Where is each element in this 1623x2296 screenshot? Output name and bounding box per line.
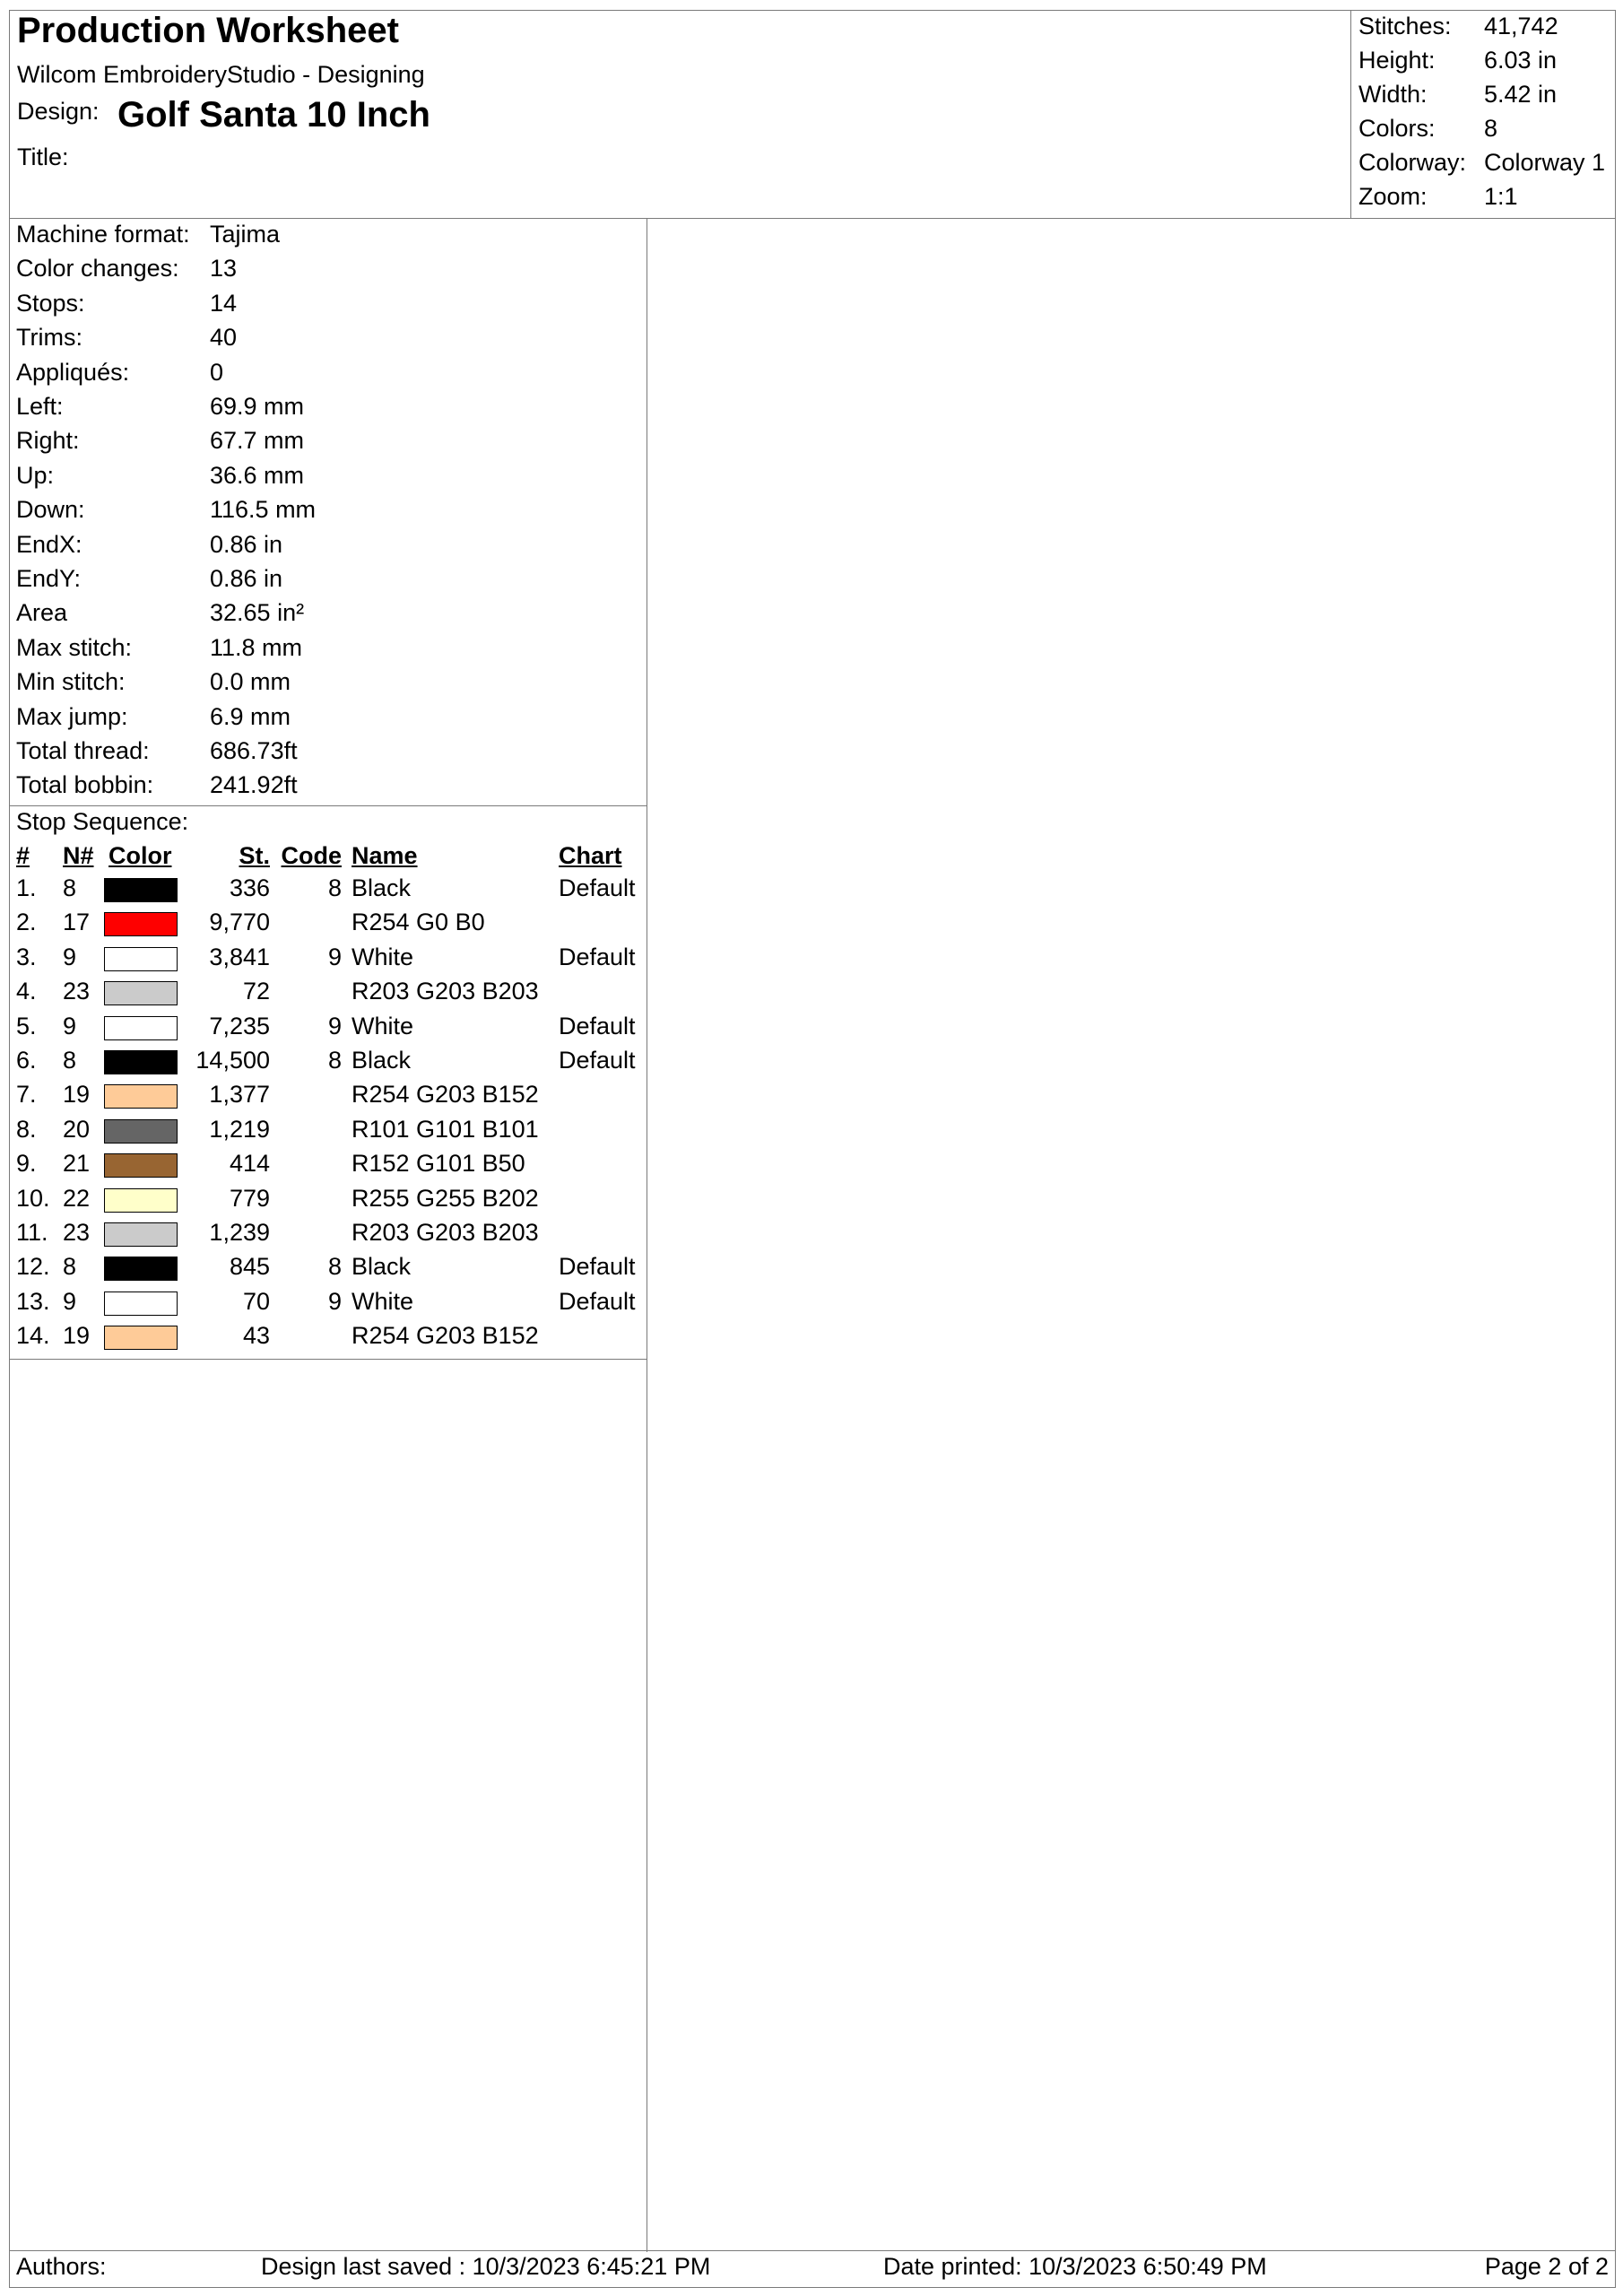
stop-sequence-title: Stop Sequence: bbox=[16, 808, 189, 835]
needle-number: 22 bbox=[63, 1184, 91, 1212]
date-printed: Date printed: 10/3/2023 6:50:49 PM bbox=[883, 2253, 1267, 2280]
column-header-name: Name bbox=[352, 842, 418, 869]
needle-number: 9 bbox=[63, 1287, 77, 1315]
needle-number: 23 bbox=[63, 978, 91, 1005]
color-chart: Default bbox=[559, 874, 636, 901]
needle-number: 9 bbox=[63, 1012, 77, 1039]
stop-number: 6. bbox=[16, 1047, 37, 1074]
stop-row bbox=[10, 1322, 647, 1356]
stitch-count: 1,239 bbox=[209, 1219, 270, 1246]
stat-label: Min stitch: bbox=[16, 668, 126, 696]
worksheet-footer bbox=[10, 2250, 1615, 2287]
color-name: R152 G101 B50 bbox=[352, 1150, 525, 1178]
color-chart: Default bbox=[559, 943, 636, 970]
stat-label: Area bbox=[16, 599, 68, 627]
stop-sequence bbox=[10, 806, 647, 1360]
design-summary: Stitches: 41,742 Height: 6.03 in Width: 5.42 in Colors: 8 Colorway: Colorway 1 Zoom: 1:1 bbox=[1350, 11, 1617, 219]
stat-label: Machine format: bbox=[16, 221, 190, 248]
color-name: White bbox=[352, 1012, 414, 1039]
stat-value: 40 bbox=[210, 324, 238, 352]
color-chart: Default bbox=[559, 1047, 636, 1074]
stop-number: 5. bbox=[16, 1012, 37, 1039]
design-last-saved: Design last saved : 10/3/2023 6:45:21 PM bbox=[261, 2253, 711, 2280]
authors-label: Authors: bbox=[16, 2253, 107, 2280]
needle-number: 17 bbox=[63, 909, 91, 936]
color-name: R255 G255 B202 bbox=[352, 1184, 539, 1212]
color-code: 8 bbox=[327, 874, 342, 901]
design-label: Design: bbox=[17, 98, 100, 125]
stat-label: Up: bbox=[16, 461, 55, 489]
stat-label: Left: bbox=[16, 393, 64, 420]
column-header-color: Color bbox=[108, 842, 172, 869]
color-name: Black bbox=[352, 1047, 412, 1074]
stop-row bbox=[10, 909, 647, 943]
stop-row bbox=[10, 1081, 647, 1115]
stitch-count: 845 bbox=[229, 1253, 270, 1281]
stop-number: 3. bbox=[16, 943, 37, 970]
stat-label: Stops: bbox=[16, 289, 85, 317]
design-name: Golf Santa 10 Inch bbox=[117, 95, 430, 135]
stitch-count: 72 bbox=[242, 978, 270, 1005]
stitch-count: 1,377 bbox=[209, 1081, 270, 1109]
color-swatch bbox=[104, 1050, 178, 1074]
worksheet-header bbox=[10, 11, 1615, 219]
needle-number: 19 bbox=[63, 1322, 91, 1350]
stat-value: 686.73ft bbox=[210, 737, 298, 764]
stop-number: 7. bbox=[16, 1081, 37, 1109]
stitch-count: 414 bbox=[229, 1150, 270, 1178]
stop-row bbox=[10, 944, 647, 978]
stat-label: Total thread: bbox=[16, 737, 150, 764]
stop-number: 4. bbox=[16, 978, 37, 1005]
color-name: R101 G101 B101 bbox=[352, 1115, 539, 1143]
stop-row bbox=[10, 1185, 647, 1219]
stat-value: 6.9 mm bbox=[210, 702, 291, 730]
color-name: White bbox=[352, 943, 414, 970]
stitch-count: 779 bbox=[229, 1184, 270, 1212]
stop-row bbox=[10, 1047, 647, 1081]
stop-number: 11. bbox=[16, 1219, 48, 1246]
color-code: 9 bbox=[327, 943, 342, 970]
needle-number: 20 bbox=[63, 1115, 91, 1143]
stat-label: Color changes: bbox=[16, 255, 179, 283]
stat-value: 116.5 mm bbox=[210, 496, 317, 524]
color-name: R203 G203 B203 bbox=[352, 1219, 539, 1246]
color-swatch bbox=[104, 947, 178, 971]
stat-value: 32.65 in² bbox=[210, 599, 305, 627]
stop-row bbox=[10, 1013, 647, 1047]
stitch-count: 70 bbox=[242, 1287, 270, 1315]
stop-number: 13. bbox=[16, 1287, 50, 1315]
stop-number: 9. bbox=[16, 1150, 37, 1178]
stop-row bbox=[10, 978, 647, 1012]
stop-number: 14. bbox=[16, 1322, 50, 1350]
color-chart: Default bbox=[559, 1012, 636, 1039]
stat-value: 36.6 mm bbox=[210, 461, 305, 489]
stitch-count: 336 bbox=[229, 874, 270, 901]
column-header-needle: N# bbox=[63, 842, 94, 869]
stat-label: Right: bbox=[16, 427, 80, 455]
stop-number: 2. bbox=[16, 909, 37, 936]
stat-label: Appliqués: bbox=[16, 358, 130, 386]
color-swatch bbox=[104, 912, 178, 936]
color-swatch bbox=[104, 1084, 178, 1109]
color-swatch bbox=[104, 1119, 178, 1144]
color-code: 8 bbox=[327, 1253, 342, 1281]
title-label: Title: bbox=[17, 144, 69, 170]
column-header-stitches: St. bbox=[239, 842, 270, 869]
color-name: R254 G203 B152 bbox=[352, 1322, 539, 1350]
color-swatch bbox=[104, 1153, 178, 1178]
stat-value: 0.86 in bbox=[210, 530, 283, 558]
color-name: Black bbox=[352, 1253, 412, 1281]
stat-label: Max stitch: bbox=[16, 633, 133, 661]
color-code: 8 bbox=[327, 1047, 342, 1074]
color-name: R254 G203 B152 bbox=[352, 1081, 539, 1109]
stat-value: 0 bbox=[210, 358, 224, 386]
needle-number: 19 bbox=[63, 1081, 91, 1109]
stat-value: 13 bbox=[210, 255, 238, 283]
stop-row bbox=[10, 874, 647, 909]
stop-number: 1. bbox=[16, 874, 37, 901]
color-name: R203 G203 B203 bbox=[352, 978, 539, 1005]
needle-number: 9 bbox=[63, 943, 77, 970]
page-number: Page 2 of 2 bbox=[1484, 2253, 1609, 2280]
stat-value: 241.92ft bbox=[210, 771, 298, 799]
stitch-count: 9,770 bbox=[209, 909, 270, 936]
stop-number: 12. bbox=[16, 1253, 50, 1281]
stitch-count: 43 bbox=[242, 1322, 270, 1350]
color-swatch bbox=[104, 1292, 178, 1316]
needle-number: 8 bbox=[63, 874, 77, 901]
stat-value: 69.9 mm bbox=[210, 393, 305, 420]
needle-number: 8 bbox=[63, 1047, 77, 1074]
application-name: Wilcom EmbroideryStudio - Designing bbox=[17, 61, 425, 88]
stat-label: Max jump: bbox=[16, 702, 128, 730]
color-chart: Default bbox=[559, 1253, 636, 1281]
stop-row bbox=[10, 1253, 647, 1287]
color-swatch bbox=[104, 878, 178, 902]
worksheet-title: Production Worksheet bbox=[17, 11, 399, 50]
stat-label: Down: bbox=[16, 496, 85, 524]
stat-label: EndX: bbox=[16, 530, 82, 558]
stop-row bbox=[10, 1219, 647, 1253]
stop-row bbox=[10, 1116, 647, 1150]
color-name: Black bbox=[352, 874, 412, 901]
stat-value: 11.8 mm bbox=[210, 633, 303, 661]
color-swatch bbox=[104, 1222, 178, 1247]
color-swatch bbox=[104, 981, 178, 1005]
color-chart: Default bbox=[559, 1287, 636, 1315]
stop-row bbox=[10, 1150, 647, 1184]
color-code: 9 bbox=[327, 1287, 342, 1315]
stat-label: Trims: bbox=[16, 324, 82, 352]
stitch-count: 3,841 bbox=[209, 943, 270, 970]
color-swatch bbox=[104, 1188, 178, 1213]
stat-value: 14 bbox=[210, 289, 238, 317]
color-swatch bbox=[104, 1016, 178, 1040]
column-header-code: Code bbox=[281, 842, 342, 869]
needle-number: 21 bbox=[63, 1150, 91, 1178]
color-code: 9 bbox=[327, 1012, 342, 1039]
details-column bbox=[10, 219, 647, 2252]
color-name: White bbox=[352, 1287, 414, 1315]
stat-label: EndY: bbox=[16, 565, 82, 592]
design-statistics bbox=[10, 219, 647, 806]
stitch-count: 7,235 bbox=[209, 1012, 270, 1039]
stitch-count: 1,219 bbox=[209, 1115, 270, 1143]
color-name: R254 G0 B0 bbox=[352, 909, 485, 936]
stop-row bbox=[10, 1288, 647, 1322]
production-worksheet bbox=[9, 10, 1616, 2288]
column-header-chart: Chart bbox=[559, 842, 622, 869]
stop-number: 8. bbox=[16, 1115, 37, 1143]
stop-number: 10. bbox=[16, 1184, 50, 1212]
stat-value: 0.0 mm bbox=[210, 668, 291, 696]
stat-label: Total bobbin: bbox=[16, 771, 154, 799]
needle-number: 8 bbox=[63, 1253, 77, 1281]
stat-value: 67.7 mm bbox=[210, 427, 305, 455]
color-swatch bbox=[104, 1257, 178, 1281]
stitch-count: 14,500 bbox=[195, 1047, 270, 1074]
stat-value: Tajima bbox=[210, 221, 281, 248]
needle-number: 23 bbox=[63, 1219, 91, 1246]
stat-value: 0.86 in bbox=[210, 565, 283, 592]
color-swatch bbox=[104, 1326, 178, 1350]
column-header-number: # bbox=[16, 842, 30, 869]
